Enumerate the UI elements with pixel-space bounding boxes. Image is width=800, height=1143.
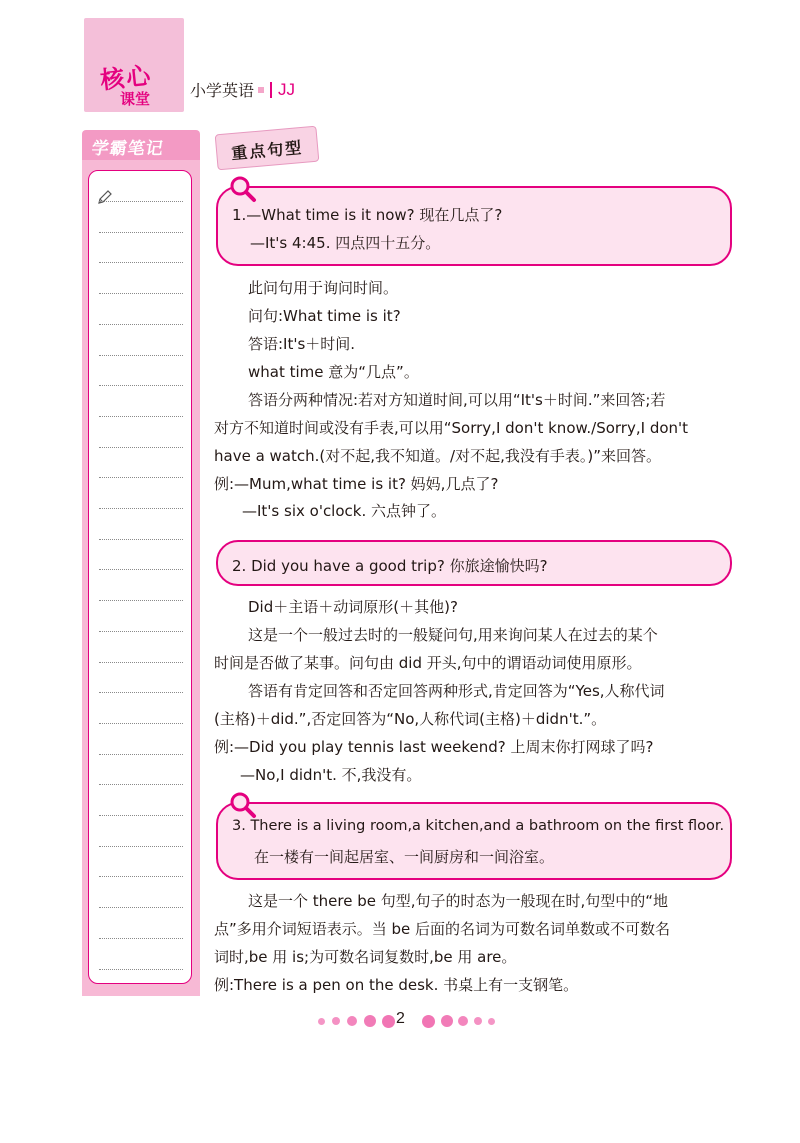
note-line <box>99 754 183 755</box>
paragraph-line: 点”多用介词短语表示。当 be 后面的名词为可数名词单数或不可数名 <box>214 920 671 938</box>
logo-top-text: 核心 <box>98 60 154 95</box>
decorative-dot-icon <box>382 1015 395 1028</box>
paragraph-line: 对方不知道时间或没有手表,可以用“Sorry,I don't know./Sorry,I don't <box>214 419 689 437</box>
sentence-1-answer: —It's 4:45. 四点四十五分。 <box>250 234 441 252</box>
paragraph-line: 答语分两种情况:若对方知道时间,可以用“It's＋时间.”来回答;若 <box>248 391 666 409</box>
decorative-dot-icon <box>488 1018 495 1025</box>
note-line <box>99 262 183 263</box>
separator-dot-icon <box>258 87 264 93</box>
sentence-3-chinese: 在一楼有一间起居室、一间厨房和一间浴室。 <box>254 848 555 866</box>
section-tag <box>215 126 320 171</box>
notes-tab <box>82 130 200 160</box>
book-series-label <box>190 78 295 101</box>
decorative-dot-icon <box>474 1017 482 1025</box>
note-line <box>99 324 183 325</box>
note-line <box>99 631 183 632</box>
note-line <box>99 784 183 785</box>
note-line <box>99 815 183 816</box>
decorative-dot-icon <box>441 1015 453 1027</box>
note-line <box>99 539 183 540</box>
paragraph-line: Did＋主语＋动词原形(＋其他)? <box>248 598 458 616</box>
paragraph-line: 此问句用于询问时间。 <box>248 279 399 297</box>
note-line <box>99 447 183 448</box>
note-line <box>99 355 183 356</box>
note-line <box>99 569 183 570</box>
example-line: —It's six o'clock. 六点钟了。 <box>242 502 447 520</box>
note-line <box>99 938 183 939</box>
magnifier-icon <box>228 790 258 820</box>
decorative-dot-icon <box>364 1015 376 1027</box>
decorative-dot-icon <box>458 1016 468 1026</box>
note-line <box>99 201 183 202</box>
note-line <box>99 385 183 386</box>
note-line <box>99 876 183 877</box>
note-line <box>99 508 183 509</box>
logo-bottom-text: 课堂 <box>120 90 151 108</box>
paragraph-line: have a watch.(对不起,我不知道。/对不起,我没有手表。)”来回答。 <box>214 447 661 465</box>
note-line <box>99 969 183 970</box>
paragraph-line: 这是一个一般过去时的一般疑问句,用来询问某人在过去的某个 <box>248 626 658 644</box>
magnifier-icon <box>228 174 258 204</box>
sentence-3-english: 3. There is a living room,a kitchen,and a bathroom on the first floor. <box>232 818 725 834</box>
paragraph-line: (主格)＋did.”,否定回答为“No,人称代词(主格)＋didn't.”。 <box>214 710 607 728</box>
sentence-2-question: 2. Did you have a good trip? 你旅途愉快吗? <box>232 557 548 575</box>
separator-bar-icon <box>270 82 272 98</box>
example-line: —No,I didn't. 不,我没有。 <box>240 766 422 784</box>
example-line: 例:There is a pen on the desk. 书桌上有一支钢笔。 <box>214 976 579 994</box>
decorative-dot-icon <box>332 1017 340 1025</box>
paragraph-line: 这是一个 there be 句型,句子的时态为一般现在时,句型中的“地 <box>248 892 669 910</box>
decorative-dot-icon <box>347 1016 357 1026</box>
sentence-1-question: 1.—What time is it now? 现在几点了? <box>232 206 503 224</box>
note-line <box>99 723 183 724</box>
paragraph-line: 词时,be 用 is;为可数名词复数时,be 用 are。 <box>214 948 517 966</box>
note-line <box>99 232 183 233</box>
note-line <box>99 600 183 601</box>
note-line <box>99 662 183 663</box>
decorative-dot-icon <box>422 1015 435 1028</box>
paragraph-line: what time 意为“几点”。 <box>248 363 419 381</box>
page-footer <box>0 1006 800 1036</box>
example-line: 例:—Mum,what time is it? 妈妈,几点了? <box>214 475 499 493</box>
paragraph-line: 时间是否做了某事。问句由 did 开头,句中的谓语动词使用原形。 <box>214 654 642 672</box>
note-line <box>99 907 183 908</box>
example-line: 例:—Did you play tennis last weekend? 上周末你打网球了吗? <box>214 738 654 756</box>
page-number: 2 <box>396 1010 405 1027</box>
edition-label: JJ <box>278 79 296 99</box>
note-line <box>99 692 183 693</box>
note-line <box>99 293 183 294</box>
note-line <box>99 846 183 847</box>
note-line <box>99 416 183 417</box>
paragraph-line: 答语:It's＋时间. <box>248 335 356 353</box>
paragraph-line: 问句:What time is it? <box>248 307 401 325</box>
sentence-box-1 <box>216 186 732 266</box>
notes-title: 学霸笔记 <box>90 139 166 159</box>
subject-label: 小学英语 <box>190 81 255 100</box>
sentence-box-3 <box>216 802 732 880</box>
note-line <box>99 477 183 478</box>
section-title: 重点句型 <box>230 137 304 164</box>
brand-logo <box>84 18 184 112</box>
notes-panel <box>82 160 200 996</box>
paragraph-line: 答语有肯定回答和否定回答两种形式,肯定回答为“Yes,人称代词 <box>248 682 665 700</box>
decorative-dot-icon <box>318 1018 325 1025</box>
pencil-icon <box>97 189 113 205</box>
notes-lined-area <box>88 170 192 984</box>
